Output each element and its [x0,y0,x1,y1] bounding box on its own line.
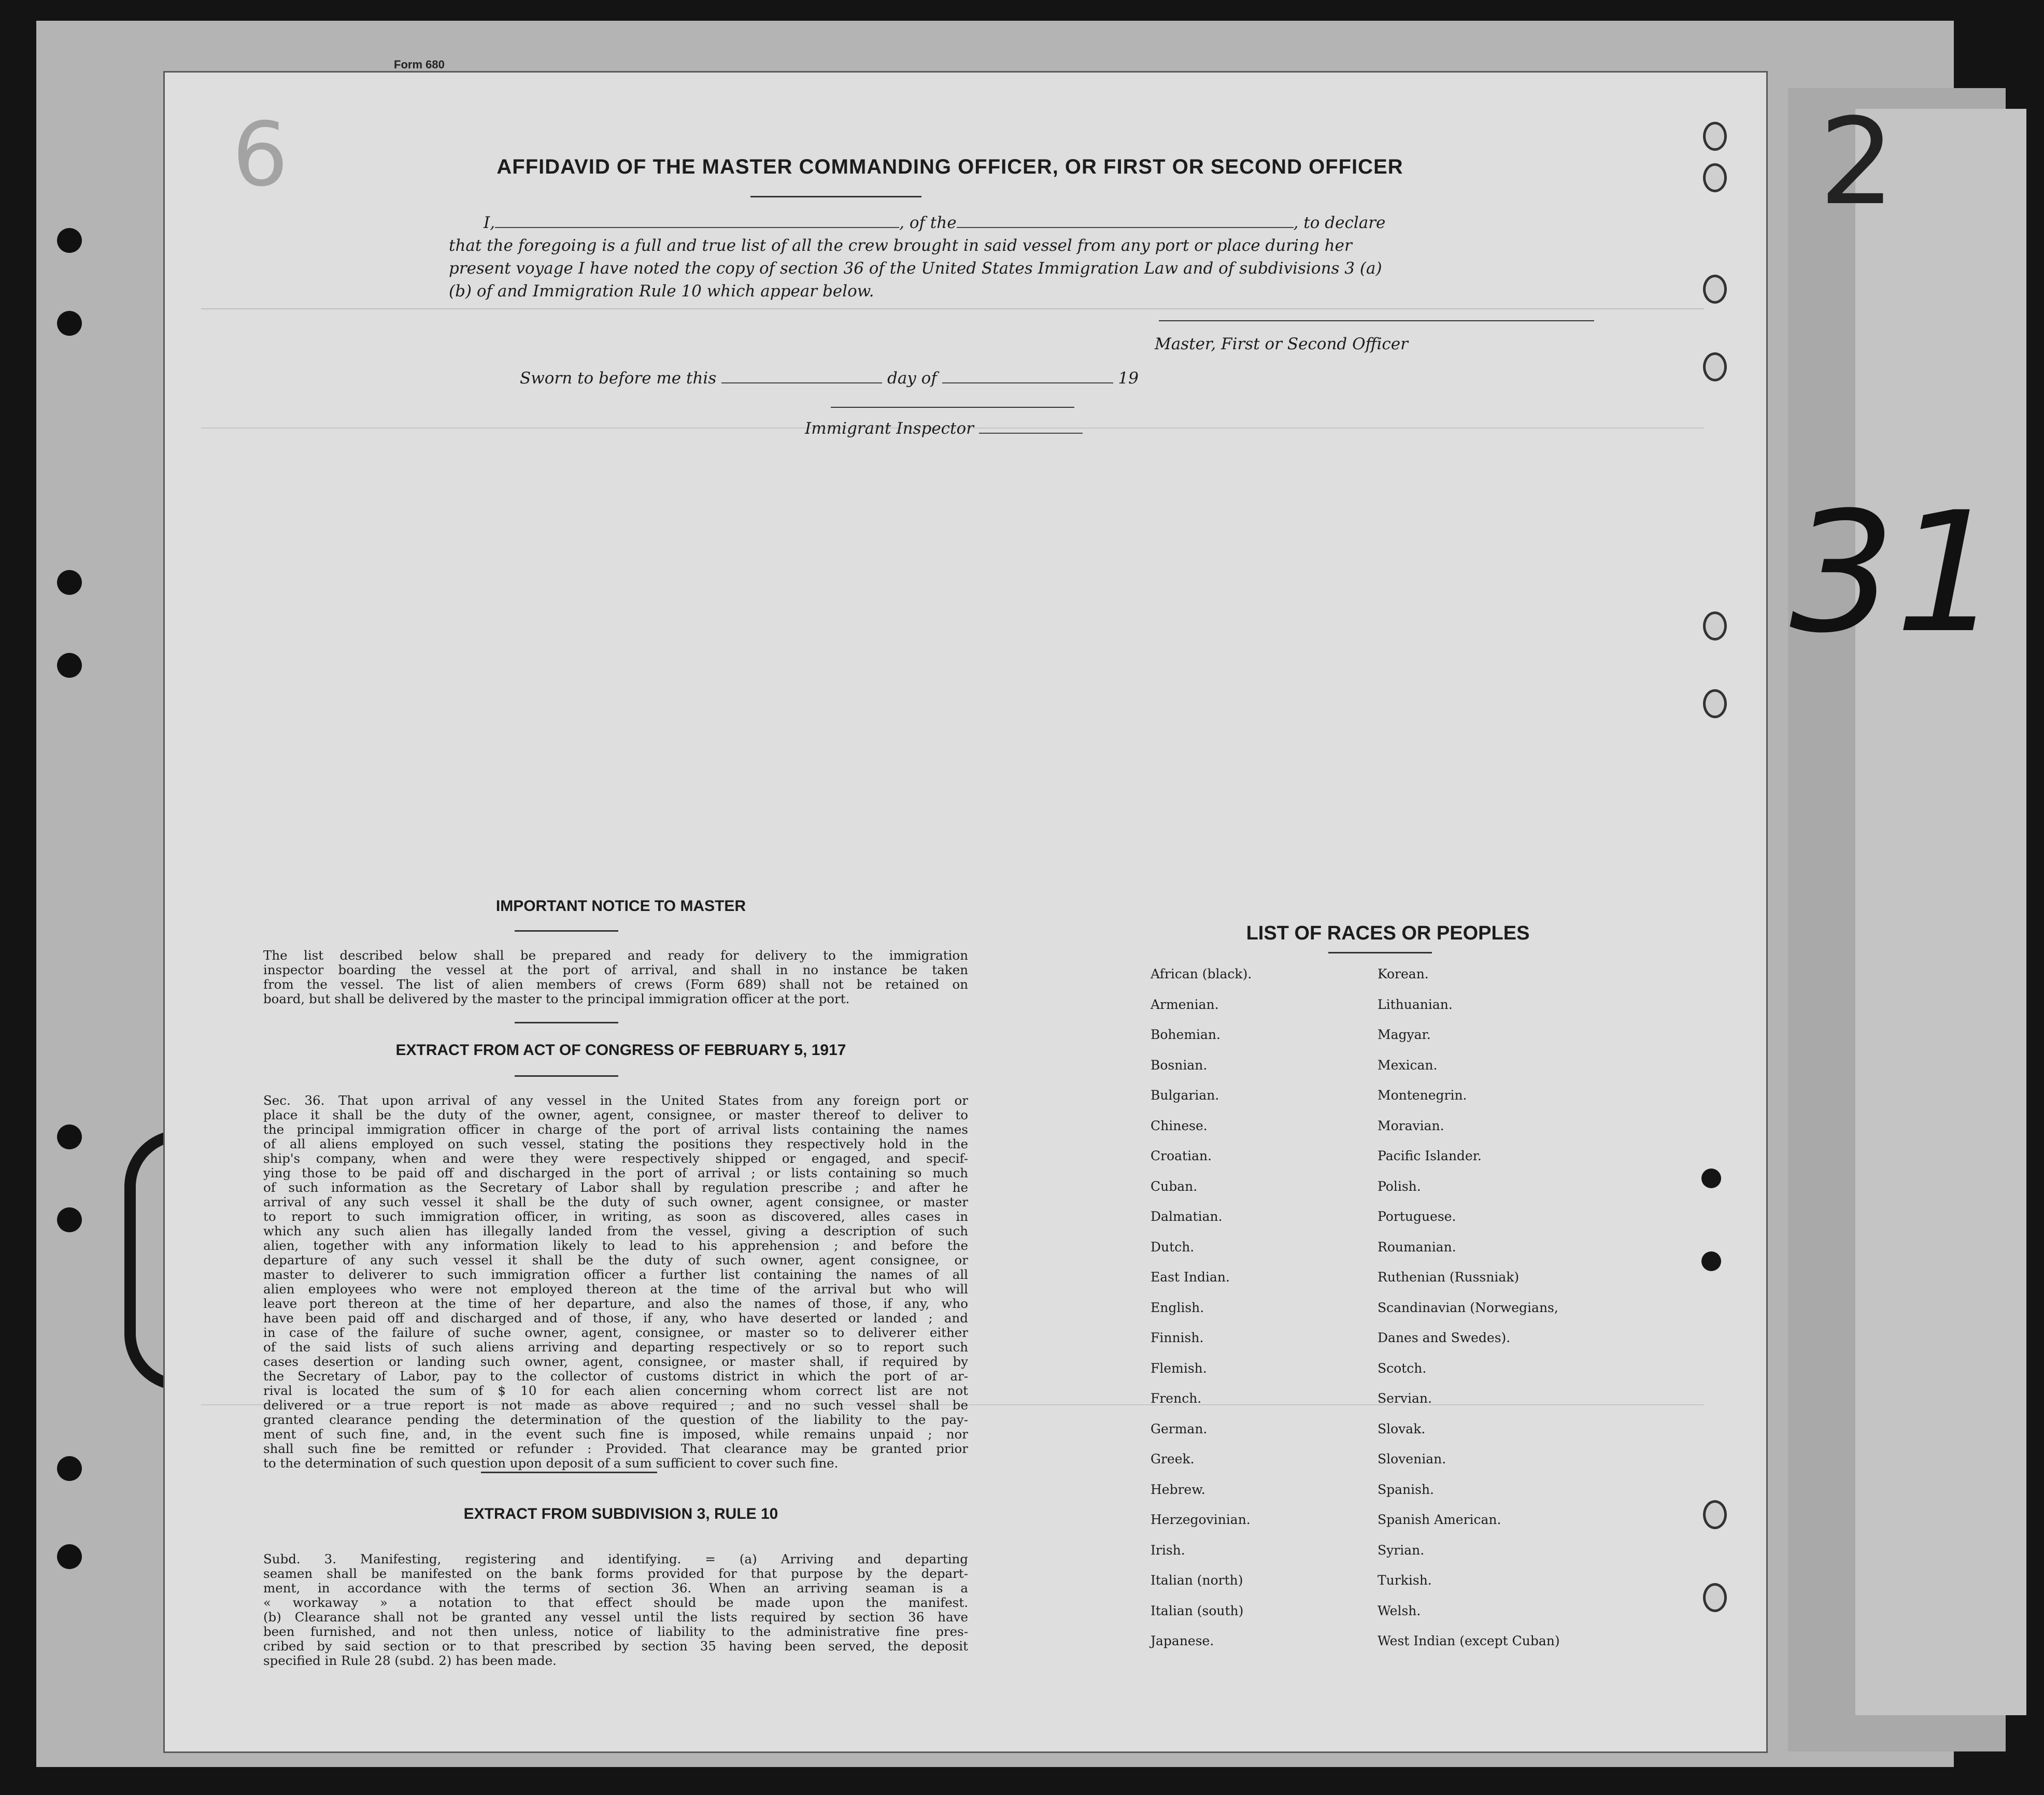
race-item: Scandinavian (Norwegians, [1378,1300,1558,1315]
race-item: Italian (south) [1151,1603,1244,1618]
inspector-blank [979,419,1083,434]
oath-of: , of the [899,213,957,232]
sworn-label: Sworn to before me this [520,369,717,388]
punch-hole [1703,352,1727,381]
race-item: Bohemian. [1151,1027,1220,1042]
race-item: Servian. [1378,1391,1432,1406]
race-item: Bosnian. [1151,1057,1208,1073]
title-underline [750,196,921,197]
underlying-sheet-edge [1855,109,2026,1715]
text-line: ying those to be paid off and discharged in the port of arrival ; or lists containing so much [263,1165,968,1180]
punch-hole [1703,122,1727,151]
race-item: Lithuanian. [1378,996,1453,1012]
race-item: Magyar. [1378,1027,1431,1042]
notice-underline [515,930,618,932]
oath-i: I, [484,213,495,232]
binder-hole [57,653,82,678]
race-item: Flemish. [1151,1360,1207,1376]
binder-hole [57,1544,82,1569]
race-item: German. [1151,1421,1208,1436]
form-number: Form 680 [394,58,445,71]
text-line: ment of such fine, and, in the event such fine is imposed, while remains unpaid ; nor [263,1427,968,1442]
text-line: specified in Rule 28 (subd. 2) has been made. [263,1653,557,1668]
binder-hole [57,1207,82,1232]
text-line: leave port thereon at the time of her departure, and also the names of those, if any, who [263,1296,968,1311]
punch-hole-dark [1701,1169,1721,1188]
sworn-day-blank [721,369,882,383]
rule-heading: EXTRACT FROM SUBDIVISION 3, RULE 10 [463,1505,778,1522]
race-item: Bulgarian. [1151,1088,1219,1103]
race-item: Welsh. [1378,1603,1421,1618]
sworn-line [520,367,1349,390]
text-line: cases desertion or landing such owner, agent, consignee, or master shall, if required by [263,1354,968,1369]
text-line: rival is located the sum of $ 10 for each alien concerning whom correct list are not [263,1383,968,1398]
race-item: Danes and Swedes). [1378,1330,1511,1345]
race-item: East Indian. [1151,1270,1230,1285]
race-item: Montenegrin. [1378,1088,1467,1103]
text-line: cribed by said section or to that prescribed by section 35 having been served, the deposit [263,1639,968,1654]
section-divider [515,1022,618,1023]
text-line: of all aliens employed on such vessel, stating the positions they respectively hold in the [263,1136,968,1151]
race-item: Korean. [1378,966,1429,981]
race-item: Spanish. [1378,1481,1435,1497]
race-item: Greek. [1151,1451,1195,1466]
text-line: « workaway » a notation to that effect should be made upon the manifest. [263,1595,968,1610]
binder-hole [57,1124,82,1149]
handwritten-number: 6 [232,104,289,206]
year-label: 19 [1118,369,1139,388]
text-line: shall such fine be remitted or refunder : Provided. That clearance may be granted prior [263,1441,968,1456]
text-line: ship's company, when and were they were respectively shipped or engaged, and specif- [263,1151,968,1166]
binder-hole [57,228,82,253]
punch-hole [1703,689,1727,718]
inspector-line [805,417,1271,440]
binder-hole [57,311,82,336]
act-underline [515,1075,618,1077]
text-line: (b) Clearance shall not be granted any vessel until the lists required by section 36 have [263,1609,968,1625]
handwritten-corner: 2 [1819,93,1895,232]
race-item: Cuban. [1151,1178,1198,1194]
race-item: Herzegovinian. [1151,1512,1251,1527]
text-line: Subd. 3. Manifesting, registering and identifying. = (a) Arriving and departing [263,1551,968,1566]
affidavit-title: AFFIDAVID OF THE MASTER COMMANDING OFFICER, OR FIRST OR SECOND OFFICER [496,155,1403,178]
race-item: Syrian. [1378,1542,1425,1558]
text-line: departure of any such vessel it shall be the duty of such owner, agent consignee, or [263,1252,968,1267]
master-label: Master, First or Second Officer [1155,335,1408,353]
oath-line-3: present voyage I have noted the copy of section 36 of the United States Immigration Law and of subdivisions 3 (a) [449,259,1382,278]
text-line: seamen shall be manifested on the bank forms provided for that purpose by the depart- [263,1566,968,1581]
text-line: to the determination of such question upon deposit of a sum sufficient to cover such fine. [263,1456,839,1471]
text-line: the principal immigration officer in charge of the port of arrival lists containing the names [263,1122,968,1137]
text-line: from the vessel. The list of alien members of crews (Form 689) shall not be retained on [263,977,968,992]
name-blank [495,213,899,228]
race-item: Italian (north) [1151,1573,1243,1588]
punch-hole [1703,611,1727,640]
race-item: Ruthenian (Russniak) [1378,1270,1520,1285]
text-line: alien employees who were not employed thereon at the time of the arrival but who will [263,1281,968,1297]
text-line: granted clearance pending the determination of the question of the liability to the pay- [263,1412,968,1427]
text-line: master to deliverer to such immigration officer a further list containing the names of all [263,1267,968,1282]
text-line: place it shall be the duty of the owner, agent, consignee, or master thereof to deliver to [263,1107,968,1122]
text-line: arrival of any such vessel it shall be the duty of such owner, agent consignee, or master [263,1194,968,1209]
race-item: West Indian (except Cuban) [1378,1633,1560,1648]
text-line: delivered or a true report is not made as above required ; and no such vessel shall be [263,1398,968,1413]
race-item: Spanish American. [1378,1512,1501,1527]
punch-hole [1703,1583,1727,1612]
text-line: ment, in accordance with the terms of section 36. When an arriving seaman is a [263,1580,968,1595]
race-item: Irish. [1151,1542,1185,1558]
inspector-label: Immigrant Inspector [805,419,974,438]
race-item: Portuguese. [1378,1209,1456,1224]
race-item: Dalmatian. [1151,1209,1223,1224]
oath-line-1 [484,211,1593,234]
race-item: Slovenian. [1378,1451,1446,1466]
text-line: alien, together with any information likely to lead to his apprehension ; and before the [263,1238,968,1253]
race-item: Finnish. [1151,1330,1204,1345]
act-heading: EXTRACT FROM ACT OF CONGRESS OF FEBRUARY 5, 1917 [395,1042,846,1059]
race-item: Japanese. [1151,1633,1214,1648]
race-item: Roumanian. [1378,1239,1456,1255]
day-label: day of [887,369,937,388]
inspector-signature-line [831,407,1074,408]
binder-hole [57,1456,82,1481]
race-item: African (black). [1151,966,1252,981]
text-line: Sec. 36. That upon arrival of any vessel in the United States from any foreign port or [263,1093,968,1108]
text-line: of such information as the Secretary of Labor shall by regulation prescribe ; and after he [263,1180,968,1195]
text-line: to report to such immigration officer, in writing, as soon as discovered, alles cases in [263,1209,968,1224]
race-item: Chinese. [1151,1118,1208,1133]
text-line: the Secretary of Labor, pay to the collector of customs district in which the port of ar- [263,1369,968,1384]
oath-line-2: that the foregoing is a full and true list of all the crew brought in said vessel from any port or place during her [449,236,1352,255]
text-line: of the said lists of such aliens arriving and departing respectively or so to report such [263,1340,968,1355]
notice-heading: IMPORTANT NOTICE TO MASTER [495,898,746,915]
race-item: Slovak. [1378,1421,1426,1436]
race-item: Pacific Islander. [1378,1148,1482,1163]
race-item: French. [1151,1391,1202,1406]
handwritten-page-number: 31 [1790,477,2001,669]
text-line: been furnished, and not then unless, notice of liability to the administrative fine pres- [263,1624,968,1639]
race-item: Turkish. [1378,1573,1432,1588]
vessel-blank [957,213,1294,228]
text-line: board, but shall be delivered by the master to the principal immigration officer at the port. [263,991,850,1006]
race-item: Moravian. [1378,1118,1444,1133]
sworn-month-blank [942,369,1113,383]
text-line: inspector boarding the vessel at the port of arrival, and shall in no instance be taken [263,962,968,977]
affidavit-page [165,73,2001,1751]
oath-line-4: (b) of and Immigration Rule 10 which appear below. [449,282,874,301]
punch-hole [1703,275,1727,304]
race-item: Armenian. [1151,996,1219,1012]
race-item: Scotch. [1378,1360,1427,1376]
race-item: Croatian. [1151,1148,1212,1163]
section-divider [481,1472,657,1473]
act-text [263,1093,968,1471]
punch-hole [1703,1500,1727,1529]
notice-text [263,948,968,1006]
oath-declare: , to declare [1293,213,1386,232]
rule-text [263,1552,968,1668]
text-line: have been paid off and discharged and of those, if any, who have deserted or landed ; and [263,1310,968,1326]
race-item: Hebrew. [1151,1481,1205,1497]
race-item: Mexican. [1378,1057,1438,1073]
master-signature-line [1159,320,1594,321]
races-underline [1328,952,1432,953]
binder-hole [57,570,82,595]
race-item: English. [1151,1300,1204,1315]
punch-hole-dark [1701,1251,1721,1271]
race-item: Dutch. [1151,1239,1195,1255]
text-line: The list described below shall be prepared and ready for delivery to the immigration [263,948,968,963]
races-heading: LIST OF RACES OR PEOPLES [1246,922,1530,944]
faint-rule [201,308,1704,309]
text-line: which any such alien has illegally landed from the vessel, giving a description of such [263,1223,968,1238]
race-item: Polish. [1378,1178,1421,1194]
text-line: in case of the failure of suche owner, agent, consignee, or master so to deliverer either [263,1325,968,1340]
